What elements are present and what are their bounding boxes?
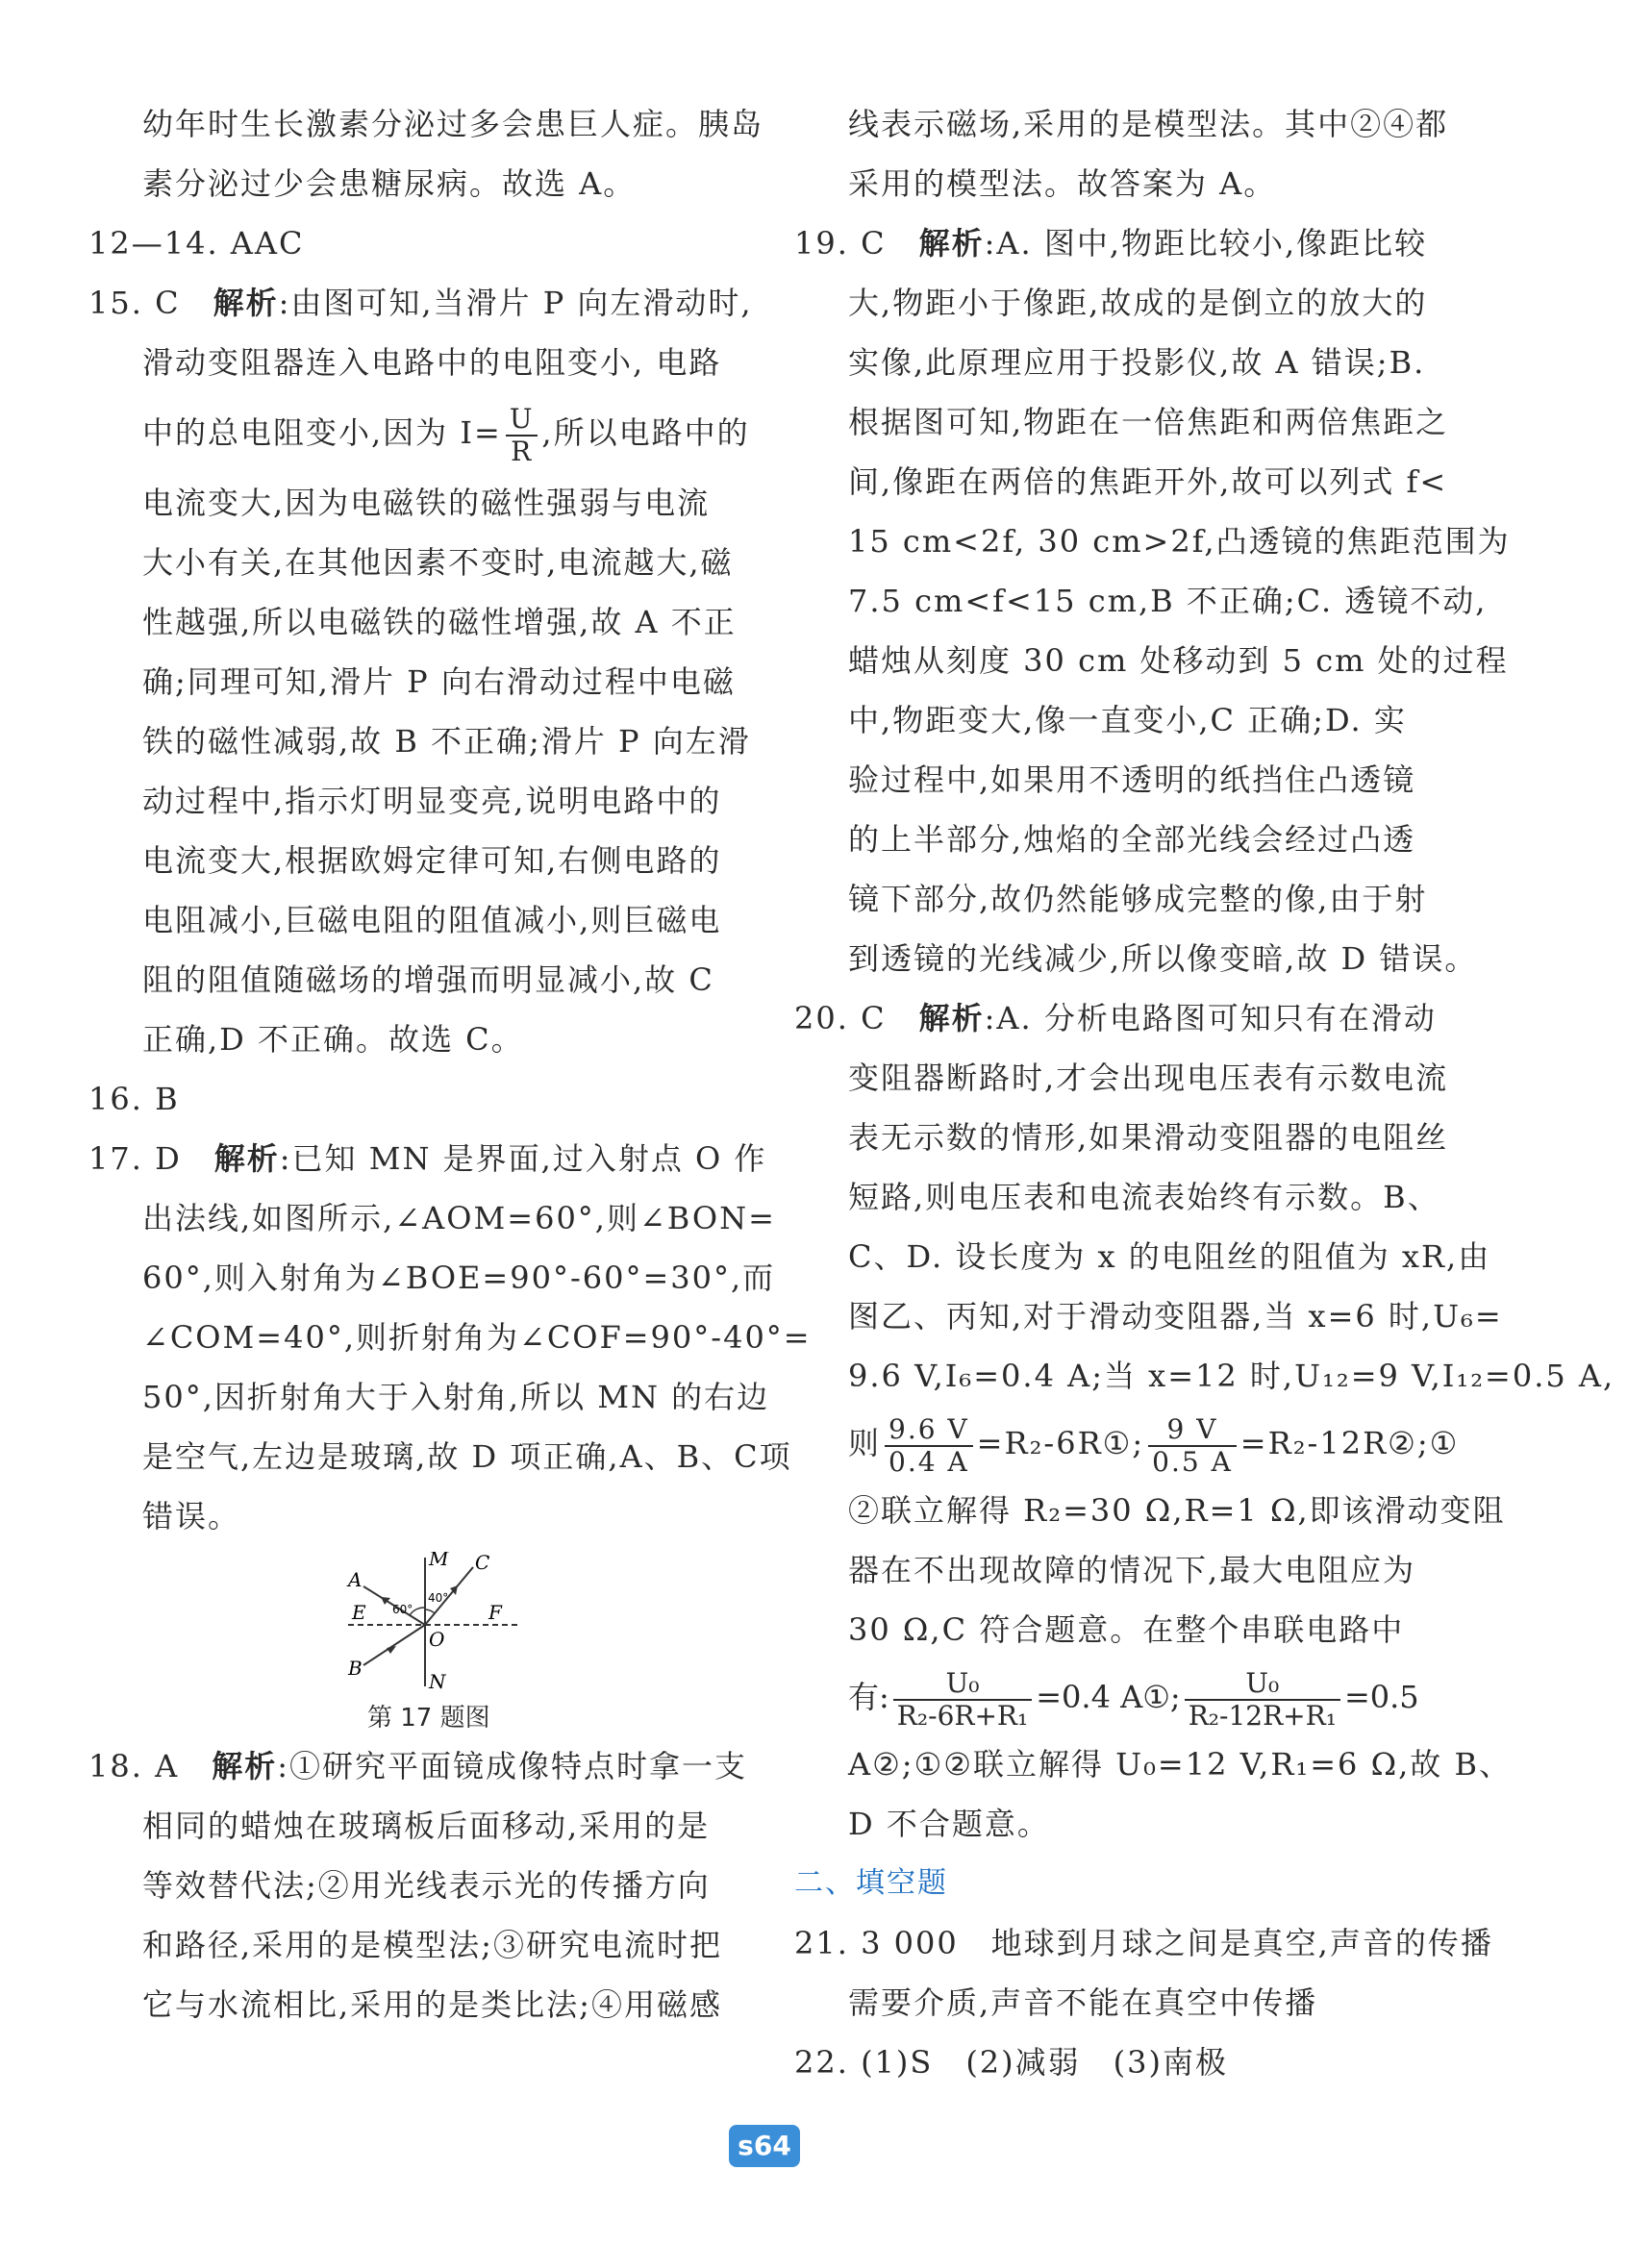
text-line: 实像,此原理应用于投影仪,故 A 错误;B.: [848, 344, 1426, 381]
label-O: O: [429, 1628, 445, 1651]
text-line: 15 cm<2f, 30 cm>2f,凸透镜的焦距范围为: [848, 523, 1511, 560]
text-span: :由图可知,当滑片 P 向左滑动时,: [278, 285, 753, 321]
text-line: ②联立解得 R₂=30 Ω,R=1 Ω,即该滑动变阻: [848, 1492, 1506, 1529]
fraction-numerator: 9 V: [1148, 1416, 1237, 1447]
label-E: E: [352, 1601, 366, 1624]
text-line: C、D. 设长度为 x 的电阻丝的阻值为 xR,由: [848, 1238, 1491, 1275]
fraction-numerator: U₀: [893, 1670, 1032, 1701]
text-line-with-formula: [88, 392, 748, 473]
analysis-label: 解析: [212, 1748, 278, 1784]
text-line: 性越强,所以电磁铁的磁性增强,故 A 不正: [142, 604, 737, 640]
text-line: 50°,因折射角大于入射角,所以 MN 的右边: [142, 1379, 770, 1415]
ray-BO: [363, 1625, 425, 1665]
text-line: 和路径,采用的是模型法;③研究电流时把: [142, 1927, 722, 1963]
text-line: 器在不出现故障的情况下,最大电阻应为: [848, 1552, 1416, 1588]
answer-17: [88, 1129, 767, 1188]
text-span: :①研究平面镜成像特点时拿一支: [277, 1748, 747, 1784]
text-span: 有:: [848, 1679, 889, 1715]
angle-arc: [425, 1609, 435, 1613]
text-line: 根据图可知,物距在一倍焦距和两倍焦距之: [848, 404, 1449, 440]
text-line: 表无示数的情形,如果滑动变阻器的电阻丝: [848, 1119, 1449, 1156]
text-span: =R₂-6R①;: [976, 1425, 1145, 1461]
label-angle-60: 60°: [392, 1603, 413, 1616]
analysis-label: 解析: [213, 1140, 280, 1177]
text-line: 滑动变阻器连入电路中的电阻变小, 电路: [142, 344, 722, 381]
question-number: 18. A: [88, 1748, 180, 1784]
text-line: 确;同理可知,滑片 P 向右滑动过程中电磁: [142, 663, 736, 700]
text-line: 是空气,左边是玻璃,故 D 项正确,A、B、C项: [142, 1438, 792, 1475]
text-line-with-formula: [794, 1659, 1458, 1734]
text-line: A②;①②联立解得 U₀=12 V,R₁=6 Ω,故 B、: [848, 1746, 1512, 1783]
answer-18: [88, 1736, 748, 1796]
text-line: 7.5 cm<f<15 cm,B 不正确;C. 透镜不动,: [848, 583, 1488, 619]
text-line: 铁的磁性减弱,故 B 不正确;滑片 P 向左滑: [142, 723, 751, 760]
text-line: 短路,则电压表和电流表始终有示数。B、: [848, 1179, 1440, 1215]
text-span: :A. 图中,物距比较小,像距比较: [984, 225, 1428, 262]
formula-fraction: [1185, 1666, 1340, 1732]
section-heading: 二、填空题: [794, 1866, 948, 1900]
question-number: 15. C: [88, 285, 181, 321]
page-number: s64: [729, 2125, 800, 2167]
refraction-diagram: [329, 1552, 531, 1696]
text-span: =0.4 A①;: [1036, 1679, 1181, 1715]
answer-22: 22. (1)S (2)减弱 (3)南极: [794, 2044, 1228, 2081]
text-line: 幼年时生长激素分泌过多会患巨人症。胰岛: [142, 106, 764, 142]
text-span: :A. 分析电路图可知只有在滑动: [984, 1000, 1437, 1036]
text-line: 电阻减小,巨磁电阻的阻值减小,则巨磁电: [142, 902, 722, 938]
text-line: 动过程中,指示灯明显变亮,说明电路中的: [142, 783, 722, 819]
text-line: 30 Ω,C 符合题意。在整个串联电路中: [848, 1611, 1405, 1648]
label-angle-40: 40°: [428, 1591, 449, 1605]
text-line: 阻的阻值随磁场的增强而明显减小,故 C: [142, 961, 714, 998]
answer-20: [794, 988, 1458, 1048]
text-line: 错误。: [142, 1498, 241, 1534]
text-line: 蜡烛从刻度 30 cm 处移动到 5 cm 处的过程: [848, 642, 1509, 679]
text-line: 它与水流相比,采用的是类比法;④用磁感: [142, 1986, 722, 2023]
text-line: ∠COM=40°,则折射角为∠COF=90°-40°=: [142, 1319, 812, 1356]
text-span: =R₂-12R②;①: [1239, 1425, 1460, 1461]
text-line: 间,像距在两倍的焦距开外,故可以列式 f<: [848, 463, 1448, 500]
analysis-label: 解析: [213, 285, 279, 321]
question-number: 19. C: [794, 225, 887, 262]
text-line: 出法线,如图所示,∠AOM=60°,则∠BON=: [142, 1200, 776, 1236]
formula-fraction: [1148, 1412, 1237, 1478]
label-F: F: [488, 1601, 502, 1624]
question-number: 17. D: [88, 1140, 182, 1177]
label-B: B: [348, 1657, 363, 1680]
text-span: =0.5: [1343, 1679, 1419, 1715]
fraction-denominator: R₂-12R+R₁: [1188, 1699, 1337, 1732]
text-line-with-formula: [794, 1406, 1458, 1481]
arrow-head: [381, 1597, 390, 1605]
text-span: :已知 MN 是界面,过入射点 O 作: [279, 1140, 767, 1177]
text-line: 素分泌过少会患糖尿病。故选 A。: [142, 165, 637, 202]
label-M: M: [429, 1552, 449, 1570]
answer-16: 16. B: [88, 1081, 180, 1117]
text-line: 等效替代法;②用光线表示光的传播方向: [142, 1867, 711, 1904]
text-line: 中,物距变大,像一直变小,C 正确;D. 实: [848, 702, 1407, 738]
label-C: C: [475, 1552, 490, 1574]
figure-caption: 第 17 题图: [367, 1704, 490, 1733]
figure-17: [88, 1546, 748, 1736]
fraction-numerator: U: [506, 406, 538, 437]
text-line: 大小有关,在其他因素不变时,电流越大,磁: [142, 544, 734, 581]
text-line: 的上半部分,烛焰的全部光线会经过凸透: [848, 821, 1416, 858]
text-line: 60°,则入射角为∠BOE=90°-60°=30°,而: [142, 1260, 776, 1296]
answer-19: [794, 213, 1458, 273]
arrow-head: [387, 1646, 396, 1654]
text-line: 电流变大,因为电磁铁的磁性强弱与电流: [142, 485, 711, 521]
fraction-numerator: U₀: [1185, 1670, 1340, 1701]
text-line: 大,物距小于像距,故成的是倒立的放大的: [848, 285, 1428, 321]
right-column: [794, 94, 1615, 2092]
fraction-numerator: 9.6 V: [885, 1416, 973, 1447]
left-column: [88, 94, 812, 2034]
fraction-denominator: 0.4 A: [889, 1445, 969, 1478]
text-line: 采用的模型法。故答案为 A。: [848, 165, 1277, 202]
text-line: 变阻器断路时,才会出现电压表有示数电流: [848, 1060, 1449, 1096]
formula-fraction: [893, 1666, 1032, 1732]
text-line: 线表示磁场,采用的是模型法。其中②④都: [848, 106, 1449, 142]
formula-fraction: [885, 1412, 973, 1478]
text-line: 9.6 V,I₆=0.4 A;当 x=12 时,U₁₂=9 V,I₁₂=0.5 A,: [848, 1358, 1615, 1394]
text-line: 需要介质,声音不能在真空中传播: [848, 1984, 1318, 2021]
label-A: A: [348, 1568, 363, 1591]
text-line: 到透镜的光线减少,所以像变暗,故 D 错误。: [848, 940, 1478, 977]
answer-21: 21. 3 000 地球到月球之间是真空,声音的传播: [794, 1925, 1493, 1961]
text-line: 正确,D 不正确。故选 C。: [142, 1021, 524, 1058]
analysis-label: 解析: [918, 1000, 985, 1036]
text-line: 镜下部分,故仍然能够成完整的像,由于射: [848, 881, 1428, 917]
text-line: 验过程中,如果用不透明的纸挡住凸透镜: [848, 761, 1416, 798]
text-span: 则: [848, 1425, 882, 1461]
answer-12-14: 12—14. AAC: [88, 225, 305, 262]
formula-fraction: [506, 402, 538, 467]
fraction-denominator: R₂-6R+R₁: [896, 1699, 1029, 1732]
answer-15: [88, 273, 753, 333]
question-number: 20. C: [794, 1000, 887, 1036]
label-N: N: [429, 1670, 446, 1693]
text-span: ,所以电路中的: [541, 414, 750, 451]
analysis-label: 解析: [918, 225, 985, 262]
text-line: 相同的蜡烛在玻璃板后面移动,采用的是: [142, 1808, 711, 1844]
text-line: D 不合题意。: [848, 1806, 1050, 1842]
fraction-denominator: R: [511, 435, 534, 467]
text-span: 中的总电阻变小,因为 I=: [142, 414, 502, 451]
text-line: 电流变大,根据欧姆定律可知,右侧电路的: [142, 842, 722, 879]
text-line: 图乙、丙知,对于滑动变阻器,当 x=6 时,U₆=: [848, 1298, 1503, 1335]
fraction-denominator: 0.5 A: [1152, 1445, 1233, 1478]
